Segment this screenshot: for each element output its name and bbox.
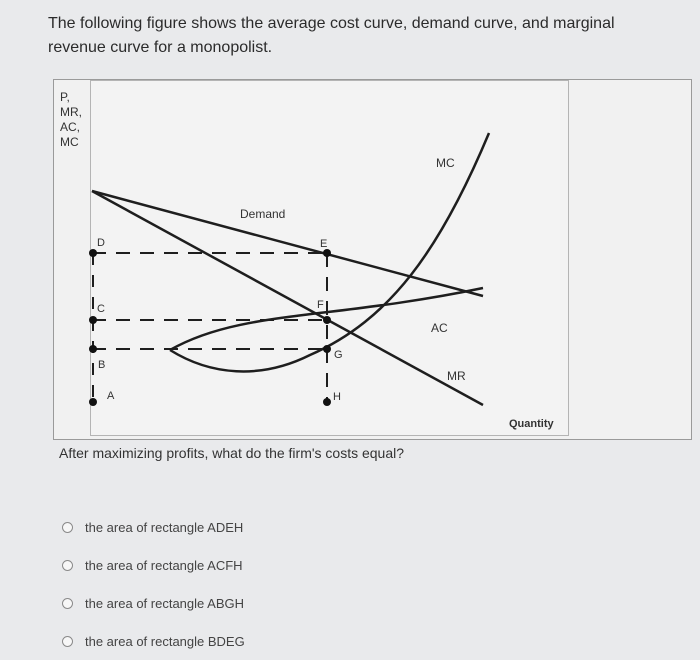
point-d-label: D bbox=[97, 237, 105, 249]
demand-label: Demand bbox=[240, 207, 286, 221]
radio-button[interactable] bbox=[62, 636, 73, 647]
point-h-marker bbox=[323, 398, 331, 406]
answer-option[interactable] bbox=[62, 508, 462, 546]
y-axis-line: MR, bbox=[60, 105, 82, 119]
y-axis-line: AC, bbox=[60, 120, 81, 134]
demand-curve bbox=[92, 191, 483, 296]
answer-option-label: the area of rectangle BDEG bbox=[85, 633, 245, 649]
point-e-marker bbox=[323, 249, 331, 257]
y-axis-line: P, bbox=[60, 90, 70, 104]
question-prompt: After maximizing profits, what do the firm's costs equal? bbox=[59, 445, 405, 461]
point-f-label: F bbox=[317, 299, 324, 311]
point-b-label: B bbox=[98, 359, 106, 371]
point-d-marker bbox=[89, 249, 97, 257]
answer-option-label: the area of rectangle ADEH bbox=[85, 519, 244, 535]
question-text: The following figure shows the average cost curve, demand curve, and marginal revenue curve for a monopolist. bbox=[48, 15, 615, 56]
point-a-label: A bbox=[107, 390, 115, 402]
point-e-label: E bbox=[320, 238, 328, 250]
radio-button[interactable] bbox=[62, 522, 73, 533]
answer-option[interactable] bbox=[62, 622, 462, 660]
point-a-marker bbox=[89, 398, 97, 406]
y-axis-line: MC bbox=[60, 135, 79, 149]
answer-option[interactable] bbox=[62, 546, 462, 584]
radio-button[interactable] bbox=[62, 598, 73, 609]
point-b-marker bbox=[89, 345, 97, 353]
answer-option[interactable] bbox=[62, 584, 462, 622]
answer-option-label: the area of rectangle ABGH bbox=[85, 595, 244, 611]
mc-label: MC bbox=[436, 156, 455, 170]
point-c-marker bbox=[89, 316, 97, 324]
point-g-marker bbox=[323, 345, 331, 353]
point-g-label: G bbox=[334, 349, 343, 361]
ac-label: AC bbox=[431, 321, 448, 335]
mr-label: MR bbox=[447, 369, 466, 383]
x-axis-label: Quantity bbox=[509, 418, 554, 430]
point-c-label: C bbox=[97, 303, 105, 315]
answer-options bbox=[62, 508, 462, 660]
answer-option-label: the area of rectangle ACFH bbox=[85, 557, 243, 573]
y-axis-label bbox=[60, 90, 90, 150]
radio-button[interactable] bbox=[62, 560, 73, 571]
point-f-marker bbox=[323, 316, 331, 324]
point-h-label: H bbox=[333, 391, 341, 403]
